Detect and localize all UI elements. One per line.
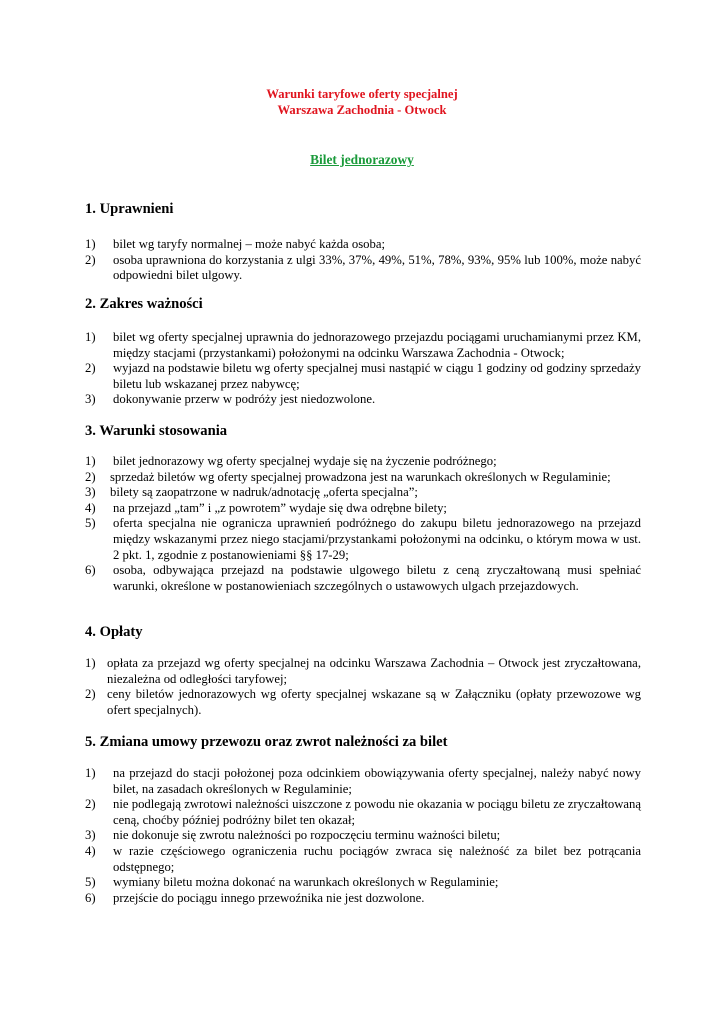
item-text: wymiany biletu można dokonać na warunkach określonych w Regulaminie; xyxy=(113,875,499,890)
item-text: przejście do pociągu innego przewoźnika nie jest dozwolone. xyxy=(113,890,425,905)
item-text: bilet wg taryfy normalnej – może nabyć każda osoba; xyxy=(113,237,385,251)
section-oplaty xyxy=(85,623,641,717)
section-heading: 1. Uprawnieni xyxy=(85,201,174,217)
item-number: 3) xyxy=(85,485,96,500)
list-item xyxy=(85,361,641,392)
section-heading: 5. Zmiana umowy przewozu oraz zwrot należności za bilet xyxy=(85,734,448,750)
list-item xyxy=(85,766,641,797)
list-item xyxy=(85,891,641,907)
list-item xyxy=(85,501,641,517)
item-text: wyjazd na podstawie biletu wg oferty specjalnej musi nastąpić w ciągu 1 godziny od godziny sprzedaży biletu lub wskazanej przez nabywcę; xyxy=(113,361,641,391)
item-text: na przejazd „tam” i „z powrotem” wydaje się dwa odrębne bilety; xyxy=(113,500,447,515)
section-heading: 2. Zakres ważności xyxy=(85,296,203,312)
item-number: 2) xyxy=(85,469,96,484)
item-number: 3) xyxy=(85,392,96,407)
list-item xyxy=(85,237,641,253)
item-text: osoba uprawniona do korzystania z ulgi 33%, 37%, 49%, 51%, 78%, 93%, 95% lub 100%, może nabyć odpowiedni bilet ulgowy. xyxy=(113,252,641,283)
list-item xyxy=(85,470,641,486)
item-number: 5) xyxy=(85,875,96,890)
document-title xyxy=(0,86,724,118)
item-text: bilety są zaopatrzone w nadruk/adnotację „oferta specjalna”; xyxy=(110,485,418,500)
list-item xyxy=(85,454,641,470)
section-list xyxy=(85,237,641,284)
section-zmiana-umowy xyxy=(85,733,641,905)
item-number: 6) xyxy=(85,563,96,578)
list-item xyxy=(85,656,641,687)
list-item xyxy=(85,687,641,718)
section-list xyxy=(85,766,641,906)
item-text: nie dokonuje się zwrotu należności po rozpoczęciu terminu ważności biletu; xyxy=(113,828,501,843)
item-number: 1) xyxy=(85,766,96,780)
item-text: oferta specjalna nie ogranicza uprawnień podróżnego do zakupu biletu jednorazowego na przejazd między wskazanymi przez niego stacjami/przystankami położonymi na odcinku, o którym mowa w ust. 2 pkt. 1, zgodnie z postanowieniami §§ 17-29; xyxy=(113,516,641,562)
section-zakres-waznosci xyxy=(85,295,641,407)
item-number: 4) xyxy=(85,500,96,515)
item-number: 5) xyxy=(85,516,96,531)
item-text: sprzedaż biletów wg oferty specjalnej prowadzona jest na warunkach określonych w Regulaminie; xyxy=(110,469,611,484)
list-item xyxy=(85,797,641,828)
item-number: 2) xyxy=(85,687,96,702)
item-number: 1) xyxy=(85,454,96,468)
section-uprawnieni xyxy=(85,200,641,283)
item-text: w razie częściowego ograniczenia ruchu pociągów zwraca się należność za bilet bez potrącania odstępnego; xyxy=(113,843,641,874)
list-item xyxy=(85,253,641,284)
list-item xyxy=(85,485,641,501)
item-number: 1) xyxy=(85,656,96,670)
list-item xyxy=(85,828,641,844)
list-item xyxy=(85,875,641,891)
item-text: osoba, odbywająca przejazd na podstawie ulgowego biletu z ceną zryczałtowaną musi spełniać warunki, określone w postanowieniach szczególnych o ustawowych ulgach przejazdowych. xyxy=(113,563,641,593)
item-number: 3) xyxy=(85,828,96,843)
item-number: 1) xyxy=(85,237,96,251)
item-text: dokonywanie przerw w podróży jest niedozwolone. xyxy=(113,392,376,407)
list-item xyxy=(85,392,641,408)
section-list xyxy=(85,454,641,594)
item-number: 4) xyxy=(85,843,96,858)
item-number: 6) xyxy=(85,890,96,905)
item-text: ceny biletów jednorazowych wg oferty specjalnej wskazane są w Załączniku (opłaty przewozowe wg ofert specjalnych). xyxy=(107,687,641,717)
list-item xyxy=(85,516,641,563)
section-list xyxy=(85,656,641,718)
title-line-1: Warunki taryfowe oferty specjalnej xyxy=(266,87,458,101)
item-text: nie podlegają zwrotowi należności uiszczone z powodu nie okazania w pociągu biletu ze zryczałtowaną ceną, choćby później podróżny bilet ten okazał; xyxy=(113,797,641,827)
section-heading: 3. Warunki stosowania xyxy=(85,423,228,439)
item-text: opłata za przejazd wg oferty specjalnej na odcinku Warszawa Zachodnia – Otwock jest zryczałtowana, niezależna od odległości taryfowej; xyxy=(107,656,641,686)
title-line-2: Warszawa Zachodnia - Otwock xyxy=(277,103,447,117)
item-number: 2) xyxy=(85,797,96,812)
item-text: na przejazd do stacji położonej poza odcinkiem obowiązywania oferty specjalnej, należy nabyć nowy bilet, na zasadach określonych w Regulaminie; xyxy=(113,766,641,796)
item-text: bilet jednorazowy wg oferty specjalnej wydaje się na życzenie podróżnego; xyxy=(113,454,497,468)
item-number: 2) xyxy=(85,361,96,376)
list-item xyxy=(85,844,641,875)
document-subtitle: Bilet jednorazowy xyxy=(310,152,414,167)
section-warunki-stosowania xyxy=(85,422,641,593)
item-text: bilet wg oferty specjalnej uprawnia do jednorazowego przejazdu pociągami uruchamianymi przez KM, między stacjami (przystankami) położonymi na odcinku Warszawa Zachodnia - Otwock; xyxy=(113,330,641,360)
list-item xyxy=(85,563,641,594)
list-item xyxy=(85,330,641,361)
item-number: 1) xyxy=(85,330,96,344)
section-list xyxy=(85,330,641,408)
item-number: 2) xyxy=(85,252,96,267)
section-heading: 4. Opłaty xyxy=(85,624,143,640)
